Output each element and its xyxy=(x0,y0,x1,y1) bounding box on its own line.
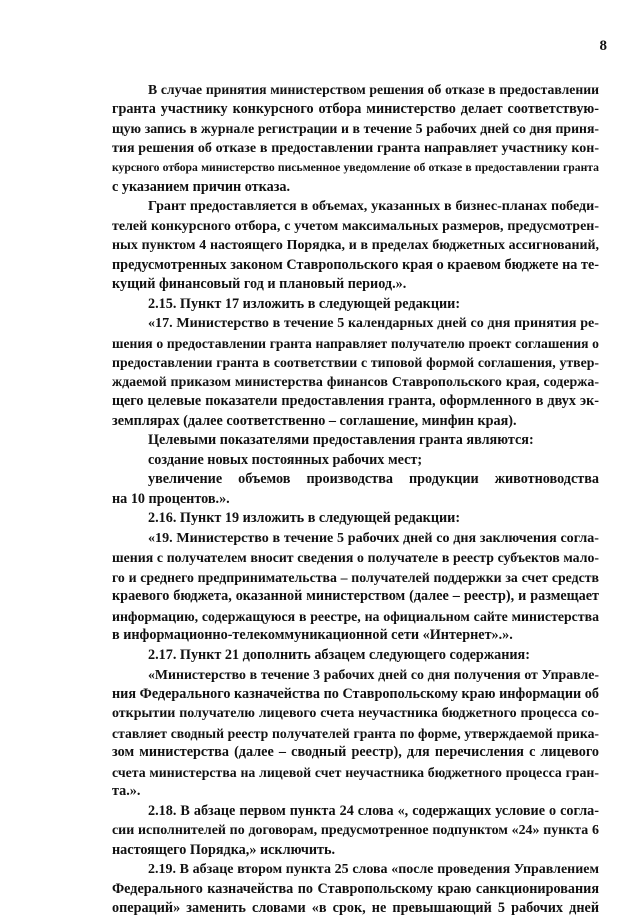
text-line: ных пунктом 4 настоящего Порядка, и в пределах бюджетных ассигнований, xyxy=(112,238,599,253)
text-line: 2.17. Пункт 21 дополнить абзацем следующего содержания: xyxy=(148,646,530,663)
text-line: 2.18. В абзаце первом пункта 24 слова «, содержащих условие о согла- xyxy=(148,802,599,819)
text-line: го и среднего предпринимательства – получателей поддержки за счет средств xyxy=(112,569,599,585)
text-line: настоящего Порядка,» исключить. xyxy=(112,841,336,858)
text-line: ставляет сводный реестр получателей гранта по форме, утверждаемой прика- xyxy=(112,725,599,741)
text-line: В случае принятия министерством решения об отказе в предоставлении xyxy=(148,82,599,97)
text-line: щую запись в журнале регистрации и в течение 5 рабочих дней со дня приня- xyxy=(112,121,599,136)
text-line: 2.16. Пункт 19 изложить в следующей редакции: xyxy=(148,510,461,526)
text-line: щего целевые показатели предоставления гранта, оформленного в двух эк- xyxy=(112,393,599,409)
text-line: с указанием причин отказа. xyxy=(112,178,291,195)
text-line: информацию, содержащуюся в реестре, на официальном сайте министерства xyxy=(112,608,599,624)
text-line: создание новых постоянных рабочих мест; xyxy=(148,451,423,468)
text-line: 2.19. В абзаце втором пункта 25 слова «после проведения Управлением xyxy=(148,862,599,877)
text-line: зом министерства (далее – сводный реестр), для перечисления с лицевого xyxy=(112,744,599,760)
text-line: кущий финансовый год и плановый период.». xyxy=(112,276,407,292)
text-line: тия решения об отказе в предоставлении гранта направляет участнику кон- xyxy=(112,140,599,156)
text-line: гранта участнику конкурсного отбора министерство делает соответствую- xyxy=(112,100,599,117)
text-line: «Министерство в течение 3 рабочих дней со дня получения от Управле- xyxy=(148,667,599,682)
text-line: земплярах (далее соответственно – соглашение, минфин края). xyxy=(112,412,517,429)
text-line: операций» заменить словами «в срок, не превышающий 5 рабочих дней xyxy=(112,900,599,916)
text-line: 2.15. Пункт 17 изложить в следующей редакции: xyxy=(148,295,461,312)
text-line: предусмотренных законом Ставропольского края о краевом бюджете на те- xyxy=(112,256,599,273)
text-line: увеличение объемов производства продукции животноводства xyxy=(148,471,599,487)
page-number: 8 xyxy=(599,38,607,54)
text-line: на 10 процентов.». xyxy=(112,490,230,507)
text-line: открытии получателю лицевого счета неучастника бюджетного процесса со- xyxy=(112,706,599,721)
text-line: шения о предоставлении гранта направляет получателю проект соглашения о xyxy=(112,335,599,351)
text-line: телей конкурсного отбора, с учетом максимальных размеров, предусмотрен- xyxy=(112,218,599,234)
text-line: та.». xyxy=(112,783,141,799)
text-line: ния Федерального казначейства по Ставропольскому краю информации об xyxy=(112,685,599,702)
text-line: ждаемой приказом министерства финансов Ставропольского края, содержа- xyxy=(112,374,599,390)
text-line: сии исполнителей по договорам, предусмотренное подпунктом «24» пункта 6 xyxy=(112,823,599,838)
text-line: Федерального казначейства по Ставропольскому краю санкционирования xyxy=(112,880,599,897)
text-line: шения с получателем вносит сведения о получателе в реестр субъектов мало- xyxy=(112,550,599,565)
text-line: краевого бюджета, оказанной министерством (далее – реестр), и размещает xyxy=(112,588,599,604)
text-line: «17. Министерство в течение 5 календарных дней со дня принятия ре- xyxy=(148,315,599,331)
text-line: «19. Министерство в течение 5 рабочих дней со дня заключения согла- xyxy=(148,529,599,546)
text-line: предоставлении гранта в соответствии с типовой формой соглашения, утвер- xyxy=(112,355,599,370)
document-body xyxy=(112,80,599,919)
text-line: Грант предоставляется в объемах, указанных в бизнес-планах победи- xyxy=(148,198,599,214)
text-line: счета министерства на лицевой счет неучастника бюджетного процесса гран- xyxy=(112,764,599,780)
text-line: Целевыми показателями предоставления гранта являются: xyxy=(148,432,534,448)
text-line: курсного отбора министерство письменное уведомление об отказе в предоставлении гранта xyxy=(112,161,599,174)
text-line: в информационно-телекоммуникационной сети «Интернет».». xyxy=(112,627,513,643)
